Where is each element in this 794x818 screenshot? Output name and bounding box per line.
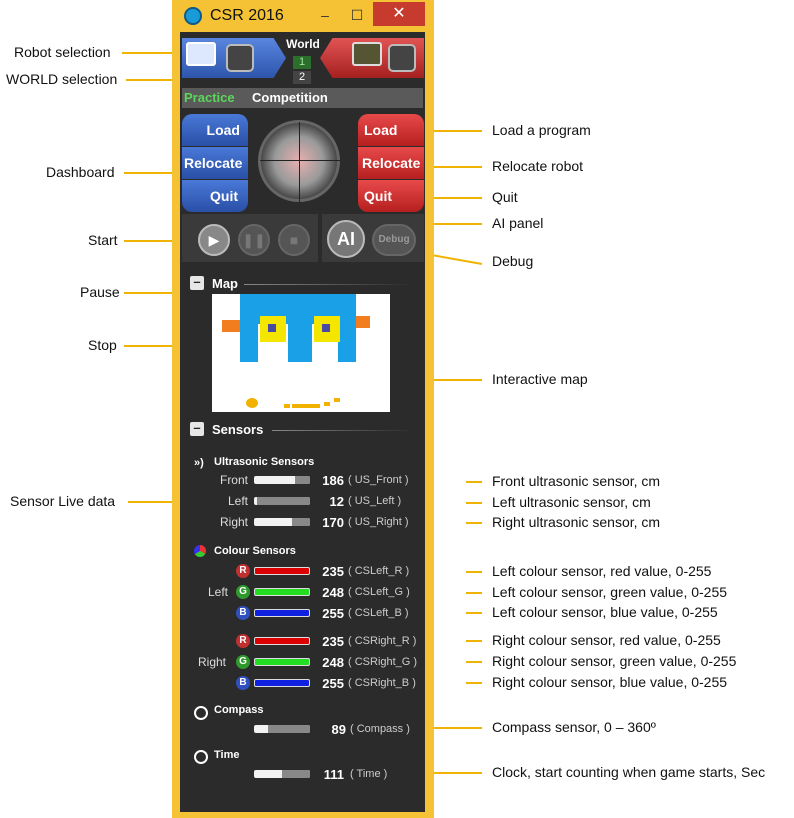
compass-bar-fill — [268, 725, 310, 733]
compass-bar — [254, 725, 310, 733]
colour-bar-r — [254, 567, 310, 575]
ultrasonic-icon: ») — [194, 457, 204, 469]
ultrasonic-label: Left — [227, 494, 248, 508]
callout-interactive-map: Interactive map — [492, 371, 588, 387]
callout-ai-panel: AI panel — [492, 215, 544, 231]
callout-quit: Quit — [492, 189, 518, 205]
map-collapse-button[interactable]: – — [190, 276, 204, 290]
callout-debug: Debug — [492, 253, 534, 269]
callout-right-r: Right colour sensor, red value, 0-255 — [492, 632, 721, 648]
sensors-header-rule — [272, 430, 414, 431]
colour-bar-g — [254, 658, 310, 666]
colour-tag: ( CSLeft_B ) — [348, 607, 409, 619]
map-wall — [338, 294, 356, 362]
callout-left-r: Left colour sensor, red value, 0-255 — [492, 563, 712, 579]
minimize-button[interactable]: – — [321, 7, 329, 23]
map-zone-marker — [268, 324, 276, 332]
stop-button[interactable]: ■ — [278, 224, 310, 256]
colour-tag: ( CSRight_B ) — [348, 677, 416, 689]
colour-bar-b — [254, 679, 310, 687]
map-section-title: Map — [212, 276, 238, 291]
colour-badge-g: G — [236, 655, 250, 669]
ultrasonic-value: 170 — [322, 515, 344, 530]
callout-line — [466, 592, 482, 594]
compass-tag: ( Compass ) — [350, 723, 410, 735]
callout-line — [466, 571, 482, 573]
ultrasonic-tag: ( US_Right ) — [348, 516, 409, 528]
dial-crosshair-h — [260, 160, 340, 161]
title-bar — [172, 0, 434, 32]
main-panel — [180, 32, 425, 812]
ultrasonic-bar — [254, 497, 310, 505]
pause-button[interactable]: ❚❚ — [238, 224, 270, 256]
ultrasonic-label: Front — [219, 473, 248, 487]
right-relocate-label: Relocate — [362, 155, 421, 171]
map-header-rule — [244, 284, 414, 285]
map-deposit — [292, 404, 320, 408]
ultrasonic-label: Right — [219, 515, 248, 529]
time-title: Time — [214, 749, 240, 761]
right-load-button[interactable] — [358, 114, 424, 146]
app-logo-icon — [184, 7, 202, 25]
dial-crosshair-v — [299, 122, 300, 202]
callout-clock: Clock, start counting when game starts, Sec — [492, 764, 766, 780]
colour-bar-r — [254, 637, 310, 645]
colour-badge-b: B — [236, 606, 250, 620]
right-quit-label: Quit — [364, 188, 392, 204]
callout-line — [466, 612, 482, 614]
callout-load-program: Load a program — [492, 122, 591, 138]
callout-stop: Stop — [88, 337, 117, 353]
robot-selection-blue-robot-icon[interactable] — [226, 44, 254, 72]
right-quit-button[interactable] — [358, 180, 424, 212]
right-relocate-button[interactable] — [358, 147, 424, 179]
compass-value: 89 — [331, 722, 346, 737]
callout-left-b: Left colour sensor, blue value, 0-255 — [492, 604, 718, 620]
colour-tag: ( CSLeft_G ) — [348, 586, 410, 598]
callout-compass: Compass sensor, 0 – 360º — [492, 719, 656, 735]
time-bar — [254, 770, 310, 778]
callout-dashboard: Dashboard — [46, 164, 115, 180]
callout-line — [466, 481, 482, 483]
colour-value: 235 — [322, 564, 344, 579]
ai-button[interactable]: AI — [327, 220, 365, 258]
colour-badge-r: R — [236, 634, 250, 648]
close-button[interactable]: ✕ — [373, 2, 425, 26]
callout-right-b: Right colour sensor, blue value, 0-255 — [492, 674, 728, 690]
left-quit-button[interactable] — [182, 180, 248, 212]
map-robot-marker — [246, 398, 258, 408]
callout-line — [466, 640, 482, 642]
robot-selection-red-monitor-icon[interactable] — [352, 42, 382, 66]
colour-tag: ( CSLeft_R ) — [348, 565, 410, 577]
right-load-label: Load — [364, 122, 398, 138]
ultrasonic-value: 186 — [322, 473, 344, 488]
ultrasonic-value: 12 — [329, 494, 344, 509]
sensors-section-title: Sensors — [212, 422, 264, 437]
debug-button[interactable]: Debug — [372, 224, 416, 256]
colour-badge-r: R — [236, 564, 250, 578]
world-2-button[interactable]: 2 — [293, 71, 311, 84]
colour-value: 255 — [322, 676, 344, 691]
left-load-label: Load — [206, 122, 240, 138]
callout-line — [466, 522, 482, 524]
colour-value: 248 — [322, 585, 344, 600]
map-deposit — [324, 402, 330, 406]
callout-left-g: Left colour sensor, green value, 0-255 — [492, 584, 728, 600]
callout-right-g: Right colour sensor, green value, 0-255 — [492, 653, 737, 669]
callout-pause: Pause — [80, 284, 120, 300]
colour-badge-b: B — [236, 676, 250, 690]
sensors-collapse-button[interactable]: – — [190, 422, 204, 436]
map-wall — [240, 294, 258, 362]
maximize-button[interactable]: ☐ — [350, 7, 364, 23]
left-relocate-button[interactable] — [182, 147, 248, 179]
callout-relocate-robot: Relocate robot — [492, 158, 584, 174]
callout-right-us: Right ultrasonic sensor, cm — [492, 514, 661, 530]
ultrasonic-bar-fill — [295, 476, 310, 484]
compass-title: Compass — [214, 704, 264, 716]
colour-tag: ( CSRight_R ) — [348, 635, 417, 647]
interactive-map[interactable] — [212, 294, 390, 412]
app-window — [172, 0, 434, 818]
left-load-button[interactable] — [182, 114, 248, 146]
colour-title: Colour Sensors — [214, 545, 296, 557]
ultrasonic-bar-fill — [257, 497, 310, 505]
callout-line — [466, 682, 482, 684]
map-zone-marker — [322, 324, 330, 332]
colour-right-label: Right — [197, 655, 226, 669]
time-tag: ( Time ) — [350, 768, 388, 780]
callout-start: Start — [88, 232, 118, 248]
ultrasonic-bar — [254, 518, 310, 526]
tab-competition[interactable]: Competition — [252, 90, 328, 105]
ultrasonic-bar-fill — [292, 518, 310, 526]
map-deposit — [284, 404, 290, 408]
colour-bar-g — [254, 588, 310, 596]
window-title: CSR 2016 — [210, 7, 284, 24]
time-icon — [194, 750, 208, 764]
callout-sensor-live: Sensor Live data — [10, 493, 116, 509]
tab-practice[interactable]: Practice — [184, 90, 235, 105]
callout-front-us: Front ultrasonic sensor, cm — [492, 473, 661, 489]
left-quit-label: Quit — [210, 188, 238, 204]
map-zone-orange — [222, 320, 240, 332]
compass-icon — [194, 706, 208, 720]
map-deposit — [334, 398, 340, 402]
colour-bar-b — [254, 609, 310, 617]
start-button[interactable]: ▶ — [198, 224, 230, 256]
world-1-button[interactable]: 1 — [293, 56, 311, 69]
robot-selection-blue-monitor-icon[interactable] — [186, 42, 216, 66]
colour-sensors-icon — [194, 545, 206, 557]
ultrasonic-title: Ultrasonic Sensors — [214, 456, 315, 468]
callout-line — [466, 661, 482, 663]
colour-value: 255 — [322, 606, 344, 621]
callout-line — [466, 502, 482, 504]
world-label: World — [286, 37, 320, 51]
ultrasonic-tag: ( US_Left ) — [348, 495, 402, 507]
map-wall — [288, 294, 312, 362]
callout-world-selection: WORLD selection — [6, 71, 118, 87]
colour-left-label: Left — [207, 585, 228, 599]
time-value: 111 — [323, 767, 344, 782]
colour-tag: ( CSRight_G ) — [348, 656, 418, 668]
colour-value: 235 — [322, 634, 344, 649]
map-zone-orange — [356, 316, 370, 328]
ultrasonic-tag: ( US_Front ) — [348, 474, 409, 486]
callout-robot-selection: Robot selection — [14, 44, 111, 60]
colour-value: 248 — [322, 655, 344, 670]
colour-badge-g: G — [236, 585, 250, 599]
ultrasonic-bar — [254, 476, 310, 484]
time-bar-fill — [282, 770, 310, 778]
left-relocate-label: Relocate — [184, 155, 243, 171]
callout-left-us: Left ultrasonic sensor, cm — [492, 494, 651, 510]
robot-selection-red-robot-icon[interactable] — [388, 44, 416, 72]
